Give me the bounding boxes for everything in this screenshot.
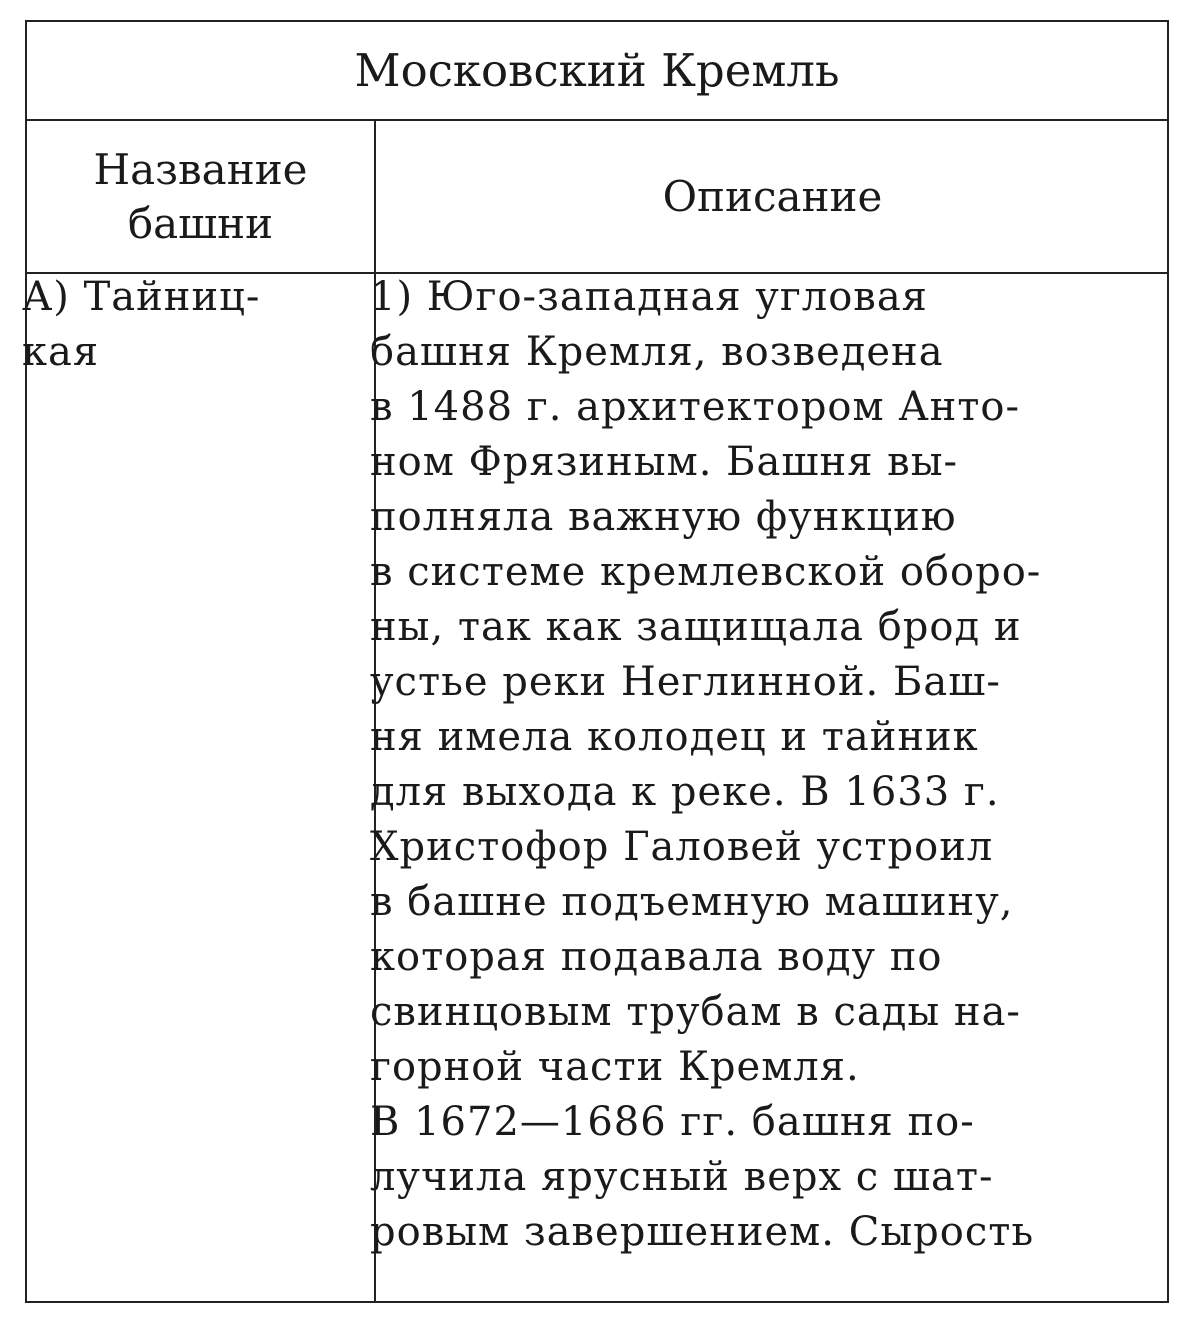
row-tower-name [22,270,332,380]
description-line: ном Фрязиным. Башня вы- [370,439,959,485]
header-name-line: Название [93,144,308,194]
description-line: в 1488 г. архитектором Анто- [370,384,1021,430]
header-description [376,121,1169,272]
header-name-line: башни [127,198,274,248]
table-title-text: Московский Кремль [354,44,840,97]
description-line: в башне подъемную машину, [370,879,1014,925]
description-line: ня имела колодец и тайник [370,714,979,760]
description-line: Христофор Галовей устроил [370,824,994,870]
row-description [370,270,1130,1260]
description-line: 1) Юго-западная угловая [370,274,928,320]
description-line: ны, так как защищала брод и [370,604,1022,650]
description-line: В 1672—1686 гг. башня по- [370,1099,975,1145]
description-line: ровым завершением. Сырость [370,1209,1035,1255]
description-line: которая подавала воду по [370,934,943,980]
description-line: устье реки Неглинной. Баш- [370,659,1001,705]
description-line: полняла важную функцию [370,494,957,540]
description-line: в системе кремлевской оборо- [370,549,1042,595]
header-description-text: Описание [662,171,883,221]
table-title [27,22,1167,121]
header-tower-name [27,121,374,272]
description-line: свинцовым трубам в сады на- [370,989,1021,1035]
tower-name-line: А) Тайниц- [22,274,261,320]
description-line: для выхода к реке. В 1633 г. [370,769,1000,815]
description-line: башня Кремля, возведена [370,329,944,375]
tower-name-line: кая [22,329,100,375]
description-line: горной части Кремля. [370,1044,860,1090]
description-line: лучила ярусный верх с шат- [370,1154,994,1200]
table-header-row [27,121,1167,274]
